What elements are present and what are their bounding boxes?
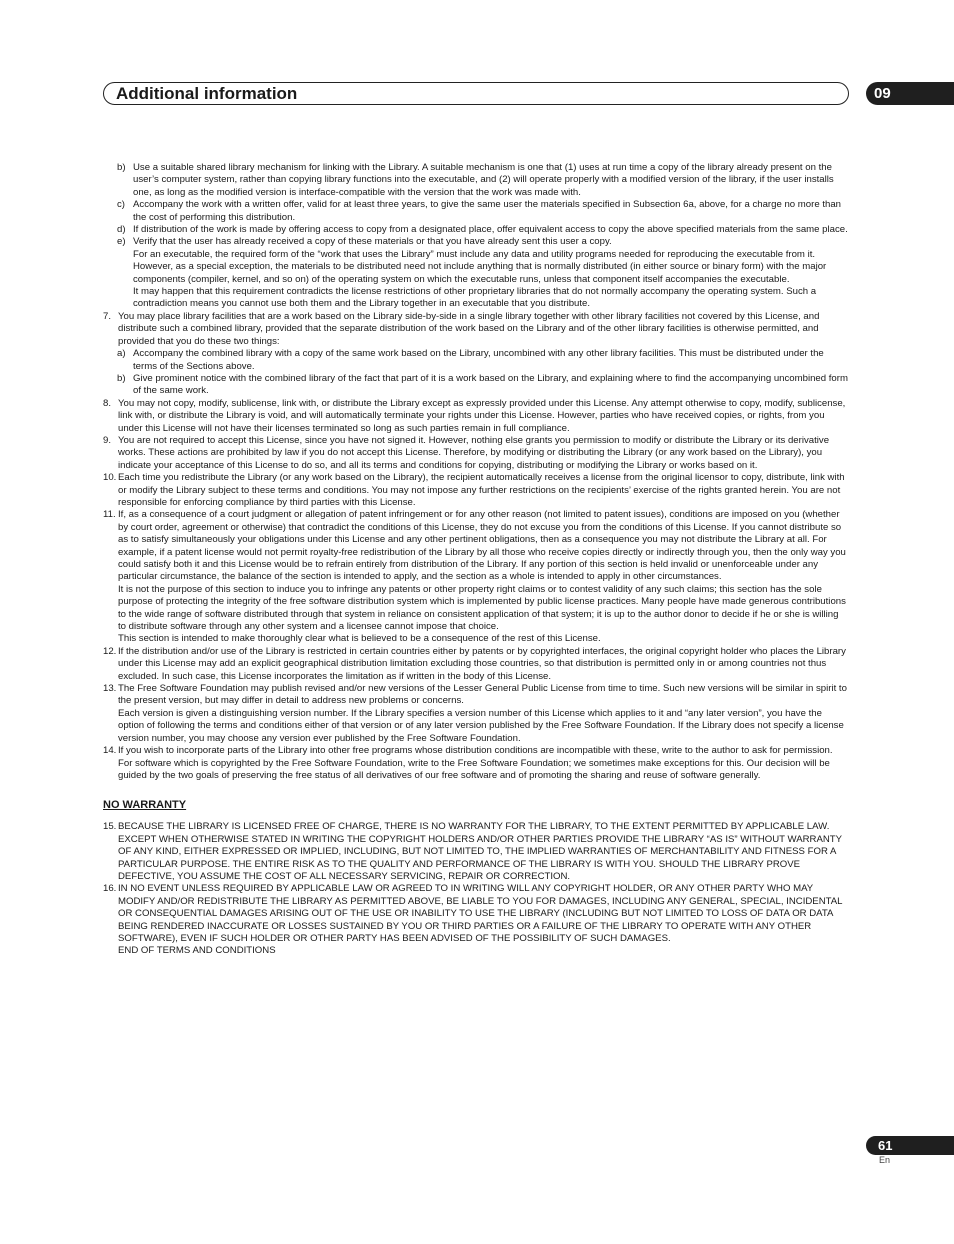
lettered-subclause — [103, 373, 849, 398]
clause-label: b) — [117, 162, 126, 173]
chapter-number-tab: 09 — [866, 82, 954, 105]
lettered-subclause — [103, 224, 849, 236]
numbered-clause — [103, 435, 849, 472]
clause-label: 9. — [103, 434, 112, 446]
clause-label: a) — [117, 348, 126, 360]
continuation-paragraph: For an executable, the required form of the “work that uses the Library” must include any data and utility programs needed for reproducing the executable from it. However, as a special exception, the materials to be distributed need not include anything that is normally distributed (in either source or binary form) with the major components (compiler, kernel, and so on) of the operating system on which the executable runs, unless that component itself accompanies the executable. — [133, 248, 827, 285]
clause-text: If distribution of the work is made by offering access to copy from a designated place, offer equivalent access to copy the above specified materials from the same place. — [133, 224, 848, 236]
clause-label: 10. — [103, 472, 117, 484]
continuation-paragraph: It may happen that this requirement contradicts the license restrictions of other proprietary libraries that do not normally accompany the operating system. Such a contradiction means you cannot use both them and the Library together in an executable that you distribute. — [133, 286, 817, 310]
clause-label: c) — [117, 199, 125, 211]
clause-text: Accompany the work with a written offer, valid for at least three years, to give the same user the materials specified in Subsection 6a, above, for a charge no more than the cost of performing this distribution. — [133, 199, 841, 223]
lettered-subclause — [103, 348, 849, 373]
lettered-subclause — [103, 199, 849, 224]
numbered-clause — [103, 398, 849, 435]
clause-label: 8. — [103, 397, 112, 409]
numbered-clause — [103, 509, 849, 583]
clause-label: 13. — [103, 683, 117, 695]
numbered-clause — [103, 683, 849, 708]
clause-text: Use a suitable shared library mechanism for linking with the Library. A suitable mechanism is one that (1) uses at run time a copy of the library already present on the user’s computer system, rather than copying library functions into the executable, and (2) will operate properly with a modified version of the library, if the user installs one, as long as the modified version is interface-compatible with the version that the work was made with. — [133, 162, 834, 198]
section-heading: NO WARRANTY — [103, 799, 187, 812]
numbered-clause — [103, 883, 849, 945]
continuation-paragraph: It is not the purpose of this section to induce you to infringe any patents or other property right claims or to contest validity of any such claims; this section has the sole purpose of protecting the integrity of the free software distribution system which is implemented by public license practices. Many people have made generous contributions to the wide range of software distributed through that system in reliance on consistent application of that system; it is up to the author donor to decide if he or she is willing to distribute software through any other system and a licensee cannot impose that choice. — [118, 583, 846, 633]
clause-text: Give prominent notice with the combined library of the fact that part of it is a work based on the Library, and explaining where to find the accompanying uncombined form of the same work. — [133, 372, 848, 397]
clause-label: d) — [117, 224, 126, 236]
continuation-paragraph: Each version is given a distinguishing version number. If the Library specifies a version number of this License which applies to it and “any later version”, you have the option of following the terms and conditions either of that version or of any later version published by the Free Software Foundation. If the Library does not specify a license version number, you may choose any version ever published by the Free Software Foundation. — [118, 707, 844, 744]
clause-text: Each time you redistribute the Library (or any work based on the Library), the recipient automatically receives a license from the original licensor to copy, distribute, link with or modify the Library subject to these terms and conditions. You may not impose any further restrictions on the recipients’ exercise of the rights granted herein. You are not responsible for enforcing compliance by third parties with this License. — [118, 472, 845, 508]
lettered-subclause — [103, 162, 849, 199]
numbered-clause — [103, 745, 849, 782]
clause-label: e) — [117, 236, 126, 248]
clause-text: IN NO EVENT UNLESS REQUIRED BY APPLICABLE LAW OR AGREED TO IN WRITING WILL ANY COPYRIGHT HOLDER, OR ANY OTHER PARTY WHO MAY MODIFY AND/OR REDISTRIBUTE THE LIBRARY AS PERMITTED ABOVE, BE LIABLE TO YOU FOR DAMAGES, INCLUDING ANY GENERAL, SPECIAL, INCIDENTAL OR CONSEQUENTIAL DAMAGES ARISING OUT OF THE USE OR INABILITY TO USE THE LIBRARY (INCLUDING BUT NOT LIMITED TO LOSS OF DATA OR DATA BEING RENDERED INACCURATE OR LOSSES SUSTAINED BY YOU OR THIRD PARTIES OR A FAILURE OF THE LIBRARY TO OPERATE WITH ANY OTHER SOFTWARE), EVEN IF SUCH HOLDER OR OTHER PARTY HAS BEEN ADVISED OF THE POSSIBILITY OF SUCH DAMAGES. — [118, 883, 843, 944]
clause-label: 7. — [103, 310, 112, 322]
numbered-clause — [103, 472, 849, 509]
clause-text: Accompany the combined library with a copy of the same work based on the Library, uncombined with any other library facilities. This must be distributed under the terms of the Sections above. — [133, 348, 824, 372]
clause-label: b) — [117, 372, 126, 384]
clause-label: 11. — [103, 509, 116, 521]
clause-text: You may place library facilities that are a work based on the Library side-by-side in a single library together with other library facilities not covered by this License, and distribute such a combined library, provided that the separate distribution of the work based on the Library and of the other library facilities is otherwise permitted, and provided that you do these two things: — [118, 310, 820, 347]
clause-label: 14. — [103, 745, 117, 757]
section-title: Additional information — [116, 84, 298, 103]
continuation-paragraph: END OF TERMS AND CONDITIONS — [118, 945, 276, 957]
clause-label: 15. — [103, 821, 117, 833]
continuation-paragraph: This section is intended to make thoroughly clear what is believed to be a consequence of the rest of this License. — [118, 633, 601, 645]
clause-text: BECAUSE THE LIBRARY IS LICENSED FREE OF CHARGE, THERE IS NO WARRANTY FOR THE LIBRARY, TO THE EXTENT PERMITTED BY APPLICABLE LAW. EXCEPT WHEN OTHERWISE STATED IN WRITING THE COPYRIGHT HOLDERS AND/OR OTHER PARTIES PROVIDE THE LIBRARY “AS IS” WITHOUT WARRANTY OF ANY KIND, EITHER EXPRESSED OR IMPLIED, INCLUDING, BUT NOT LIMITED TO, THE IMPLIED WARRANTIES OF MERCHANTABILITY AND FITNESS FOR A PARTICULAR PURPOSE. THE ENTIRE RISK AS TO THE QUALITY AND PERFORMANCE OF THE LIBRARY IS WITH YOU. SHOULD THE LIBRARY PROVE DEFECTIVE, YOU ASSUME THE COST OF ALL NECESSARY SERVICING, REPAIR OR CORRECTION. — [118, 821, 842, 882]
language-code: En — [879, 1155, 891, 1165]
clause-text: Verify that the user has already received a copy of these materials or that you have already sent this user a copy. — [133, 236, 612, 248]
numbered-clause — [103, 311, 849, 348]
clause-text: If, as a consequence of a court judgment or allegation of patent infringement or for any other reason (not limited to patent issues), conditions are imposed on you (whether by court order, agreement or otherwise) that contradict the conditions of this License, they do not excuse you from the conditions of this License. If you cannot distribute so as to satisfy simultaneously your obligations under this License and any other pertinent obligations, then as a consequence you may not distribute the Library at all. For example, if a patent license would not permit royalty-free redistribution of the Library by all those who receive copies directly or indirectly through you, then the only way you could satisfy both it and this License would be to refrain entirely from distribution of the Library. If any portion of this section is held invalid or unenforceable under any particular circumstance, the balance of the section is intended to apply, and the section as a whole is intended to apply in other circumstances. — [118, 509, 846, 583]
clause-text: You are not required to accept this License, since you have not signed it. However, nothing else grants you permission to modify or distribute the Library or its derivative works. These actions are prohibited by law if you do not accept this License. Therefore, by modifying or distributing the Library (or any work based on the Library), you indicate your acceptance of this License to do so, and all its terms and conditions for copying, distributing or modifying the Library or works based on it. — [118, 434, 830, 471]
clause-text: The Free Software Foundation may publish revised and/or new versions of the Lesser General Public License from time to time. Such new versions will be similar in spirit to the present version, but may differ in detail to address new problems or concerns. — [118, 683, 847, 707]
license-text-body — [103, 162, 849, 958]
clause-label: 16. — [103, 883, 117, 895]
page-number: 61 — [866, 1136, 954, 1155]
lettered-subclause — [103, 236, 849, 248]
clause-text: If the distribution and/or use of the Library is restricted in certain countries either by patents or by copyrighted interfaces, the original copyright holder who places the Library under this License may add an explicit geographical distribution limitation excluding those countries, so that distribution is permitted only in or among countries not thus excluded. In such case, this License incorporates the limitation as if written in the body of this License. — [118, 645, 846, 682]
clause-text: You may not copy, modify, sublicense, link with, or distribute the Library except as expressly provided under this License. Any attempt otherwise to copy, modify, sublicense, link with, or distribute the Library is void, and will automatically terminate your rights under this License. However, parties who have received copies, or rights, from you under this License will not have their licenses terminated so long as such parties remain in full compliance. — [118, 397, 846, 434]
numbered-clause — [103, 646, 849, 683]
numbered-clause — [103, 821, 849, 883]
clause-label: 12. — [103, 645, 117, 657]
section-header — [103, 82, 849, 105]
clause-text: If you wish to incorporate parts of the Library into other free programs whose distribution conditions are incompatible with these, write to the author to ask for permission. For software which is copyrighted by the Free Software Foundation, write to the Free Software Foundation; we sometimes make exceptions for this. Our decision will be guided by the two goals of preserving the free status of all derivatives of our free software and of promoting the sharing and reuse of software generally. — [118, 745, 833, 781]
